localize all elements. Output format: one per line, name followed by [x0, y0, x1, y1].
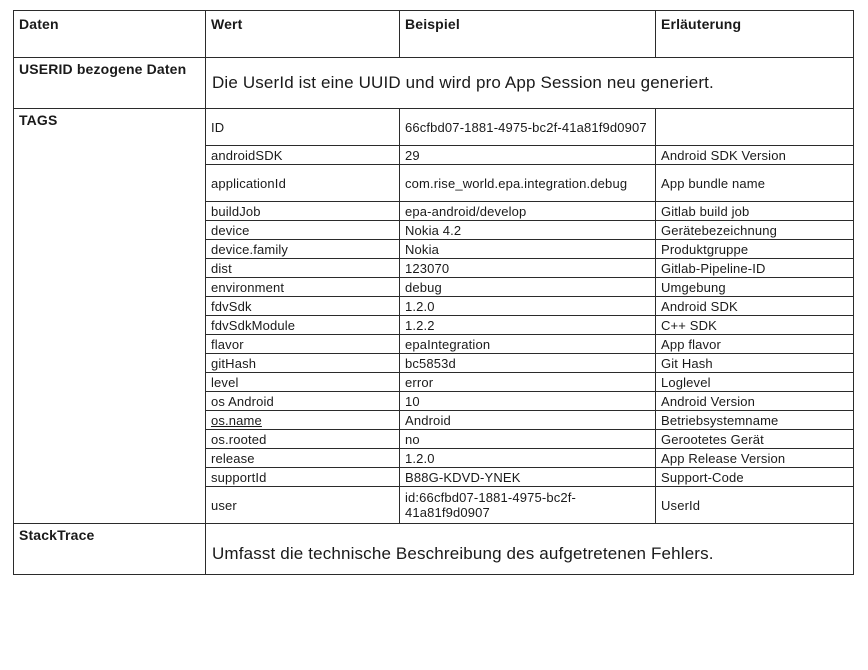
stacktrace-description: Umfasst die technische Beschreibung des aufgetretenen Fehlers.: [206, 524, 854, 575]
cell-wert: ID: [206, 109, 400, 146]
cell-wert: gitHash: [206, 354, 400, 373]
cell-beispiel: 1.2.2: [400, 316, 656, 335]
cell-beispiel: no: [400, 430, 656, 449]
cell-erlaeuterung: Support-Code: [656, 468, 854, 487]
cell-wert: release: [206, 449, 400, 468]
cell-beispiel: bc5853d: [400, 354, 656, 373]
data-table: [13, 10, 854, 575]
cell-beispiel: error: [400, 373, 656, 392]
cell-wert: androidSDK: [206, 146, 400, 165]
cell-erlaeuterung: Gitlab build job: [656, 202, 854, 221]
cell-erlaeuterung: Android SDK: [656, 297, 854, 316]
cell-beispiel: 1.2.0: [400, 297, 656, 316]
cell-erlaeuterung: App Release Version: [656, 449, 854, 468]
cell-beispiel: id:66cfbd07-1881-4975-bc2f-41a81f9d0907: [400, 487, 656, 524]
table-row: [14, 109, 854, 146]
tags-label: TAGS: [14, 109, 206, 524]
cell-beispiel: 1.2.0: [400, 449, 656, 468]
cell-beispiel: 123070: [400, 259, 656, 278]
cell-wert: os.name: [206, 411, 400, 430]
cell-erlaeuterung: Produktgruppe: [656, 240, 854, 259]
cell-erlaeuterung: Gerootetes Gerät: [656, 430, 854, 449]
cell-beispiel: 10: [400, 392, 656, 411]
cell-erlaeuterung: Android Version: [656, 392, 854, 411]
cell-beispiel: B88G-KDVD-YNEK: [400, 468, 656, 487]
cell-erlaeuterung: [656, 109, 854, 146]
cell-wert: applicationId: [206, 165, 400, 202]
header-beispiel: Beispiel: [400, 11, 656, 58]
cell-beispiel: Android: [400, 411, 656, 430]
header-erlaeuterung: Erläuterung: [656, 11, 854, 58]
cell-erlaeuterung: Gitlab-Pipeline-ID: [656, 259, 854, 278]
userid-description: Die UserId ist eine UUID und wird pro App Session neu generiert.: [206, 58, 854, 109]
cell-wert: supportId: [206, 468, 400, 487]
cell-erlaeuterung: Android SDK Version: [656, 146, 854, 165]
cell-erlaeuterung: C++ SDK: [656, 316, 854, 335]
document-page: [13, 10, 853, 575]
cell-wert: device.family: [206, 240, 400, 259]
cell-erlaeuterung: Gerätebezeichnung: [656, 221, 854, 240]
cell-wert: os.rooted: [206, 430, 400, 449]
userid-row: [14, 58, 854, 109]
cell-wert: device: [206, 221, 400, 240]
header-wert: Wert: [206, 11, 400, 58]
cell-wert: fdvSdkModule: [206, 316, 400, 335]
cell-beispiel: Nokia: [400, 240, 656, 259]
cell-erlaeuterung: Loglevel: [656, 373, 854, 392]
cell-beispiel: debug: [400, 278, 656, 297]
cell-erlaeuterung: UserId: [656, 487, 854, 524]
cell-wert: flavor: [206, 335, 400, 354]
cell-wert: fdvSdk: [206, 297, 400, 316]
cell-wert: dist: [206, 259, 400, 278]
cell-wert: buildJob: [206, 202, 400, 221]
cell-erlaeuterung: App flavor: [656, 335, 854, 354]
cell-beispiel: epa-android/develop: [400, 202, 656, 221]
cell-beispiel: 29: [400, 146, 656, 165]
stacktrace-label: StackTrace: [14, 524, 206, 575]
cell-erlaeuterung: Betriebsystemname: [656, 411, 854, 430]
cell-beispiel: 66cfbd07-1881-4975-bc2f-41a81f9d0907: [400, 109, 656, 146]
table-header-row: [14, 11, 854, 58]
cell-beispiel: com.rise_world.epa.integration.debug: [400, 165, 656, 202]
stacktrace-row: [14, 524, 854, 575]
header-daten: Daten: [14, 11, 206, 58]
cell-beispiel: Nokia 4.2: [400, 221, 656, 240]
cell-wert: os Android: [206, 392, 400, 411]
cell-erlaeuterung: Umgebung: [656, 278, 854, 297]
userid-label: USERID bezogene Daten: [14, 58, 206, 109]
cell-beispiel: epaIntegration: [400, 335, 656, 354]
cell-wert: user: [206, 487, 400, 524]
cell-erlaeuterung: Git Hash: [656, 354, 854, 373]
cell-wert: level: [206, 373, 400, 392]
cell-erlaeuterung: App bundle name: [656, 165, 854, 202]
cell-wert: environment: [206, 278, 400, 297]
